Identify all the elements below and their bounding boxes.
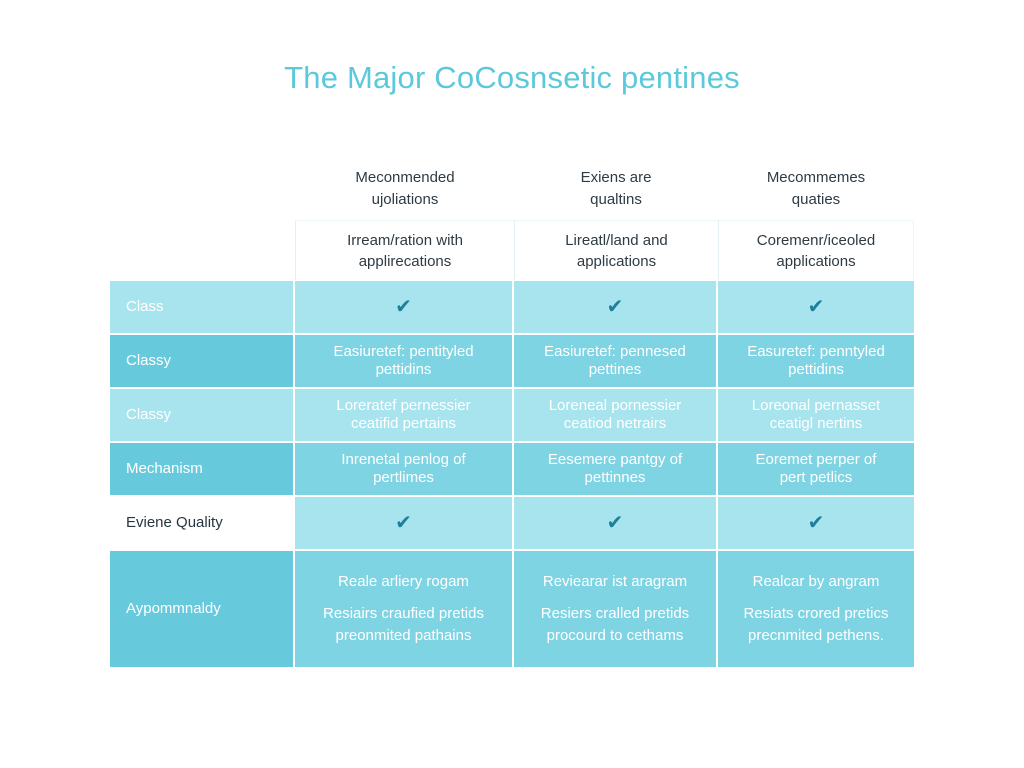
column-header-3-line-1: Mecommemes — [766, 169, 866, 186]
cell-quality-col2 — [514, 497, 716, 549]
cell-classy2-col1 — [295, 389, 512, 441]
cell-aypommnaldy-col2 — [514, 551, 716, 667]
column-subheader-1-line-1: Irream/ration with — [347, 231, 463, 249]
cell-text-line: procourd to cethams — [546, 627, 684, 644]
column-header-3 — [718, 160, 914, 218]
cell-text-line: Loreonal pernasset — [751, 397, 881, 414]
cell-text-line: Easuretef: penntyled — [747, 343, 885, 360]
column-subheader-3 — [718, 220, 914, 280]
cell-text-line: Resiers cralled pretids — [540, 605, 690, 622]
cell-text-line: pettinnes — [584, 469, 646, 486]
cell-aypommnaldy-col3 — [718, 551, 914, 667]
check-icon: ✔ — [807, 512, 825, 534]
cell-text-line: ceatigl nertins — [769, 415, 863, 432]
column-subheader-3-line-2: applications — [776, 252, 856, 270]
row-label-mechanism: Mechanism — [110, 443, 293, 495]
cell-classy2-col3 — [718, 389, 914, 441]
cell-mechanism-col3 — [718, 443, 914, 495]
cell-quality-col1 — [295, 497, 512, 549]
cell-text-line: Reviearar ist aragram — [542, 573, 688, 590]
cell-classy2-col2 — [514, 389, 716, 441]
column-subheader-1 — [295, 220, 514, 280]
check-icon: ✔ — [606, 296, 624, 318]
cell-text-line: ceatifid pertains — [350, 415, 457, 432]
column-header-2-line-2: qualtins — [590, 191, 642, 208]
cell-text-line: pert petlics — [779, 469, 853, 486]
column-subheader-2-line-1: Lireatl/land and — [565, 231, 668, 249]
cell-aypommnaldy-col1 — [295, 551, 512, 667]
page-title: The Major CoCosnsetic pentines — [284, 60, 740, 95]
column-subheader-2-line-2: applications — [576, 252, 657, 270]
cell-text-line: Realcar by angram — [752, 573, 880, 590]
cell-quality-col3 — [718, 497, 914, 549]
row-label-classy-2: Classy — [110, 389, 293, 441]
column-header-2-line-1: Exiens are — [580, 169, 652, 186]
cell-text-line: Loreneal pornessier — [548, 397, 682, 414]
cell-text-line: Resiairs craufied pretids — [323, 605, 484, 622]
cell-text-line: precnmited pethens. — [748, 627, 884, 644]
cell-mechanism-col1 — [295, 443, 512, 495]
cell-text-line: Loreratef pernessier — [336, 397, 471, 414]
cell-text-line: ceatiod netrairs — [563, 415, 667, 432]
cell-text-line: pettines — [588, 361, 642, 378]
row-label-class: Class — [110, 281, 293, 333]
cell-classy-col1 — [295, 335, 512, 387]
cell-classy-col3 — [718, 335, 914, 387]
cell-text-line: Resiats crored pretics — [743, 605, 889, 622]
cell-text-line: Reale arliery rogam — [338, 573, 469, 590]
cell-class-col2 — [514, 281, 716, 333]
check-icon: ✔ — [606, 512, 624, 534]
check-icon: ✔ — [807, 296, 825, 318]
column-subheader-2 — [514, 220, 718, 280]
column-header-1 — [296, 160, 514, 218]
column-header-2 — [514, 160, 718, 218]
column-header-1-line-1: Meconmended — [355, 169, 455, 186]
column-header-1-line-2: ujoliations — [371, 191, 439, 208]
check-icon: ✔ — [395, 296, 412, 318]
cell-text-line: pertlimes — [373, 469, 434, 486]
cell-text-line: preonmited pathains — [335, 627, 472, 644]
column-subheader-1-line-2: applirecations — [358, 252, 452, 270]
cell-class-col3 — [718, 281, 914, 333]
column-subheader-3-line-1: Coremenr/iceoled — [756, 231, 876, 249]
check-icon: ✔ — [395, 512, 412, 534]
cell-text-line: Inrenetal penlog of — [341, 451, 466, 468]
row-label-evidence-quality: Eviene Quality — [110, 497, 293, 549]
cell-text-line: Eoremet perper of — [755, 451, 877, 468]
cell-text-line: Easiuretef: pennesed — [544, 343, 686, 360]
cell-text-line: pettidins — [375, 361, 432, 378]
cell-text-line: pettidins — [788, 361, 844, 378]
cell-class-col1 — [295, 281, 512, 333]
cell-text-line: Easiuretef: pentityled — [333, 343, 474, 360]
cell-classy-col2 — [514, 335, 716, 387]
comparison-table — [110, 281, 914, 667]
cell-mechanism-col2 — [514, 443, 716, 495]
row-label-classy: Classy — [110, 335, 293, 387]
row-label-aypommnaldy: Aypommnaldy — [110, 551, 293, 667]
cell-text-line: Eesemere pantgy of — [547, 451, 683, 468]
column-header-3-line-2: quaties — [791, 191, 841, 208]
